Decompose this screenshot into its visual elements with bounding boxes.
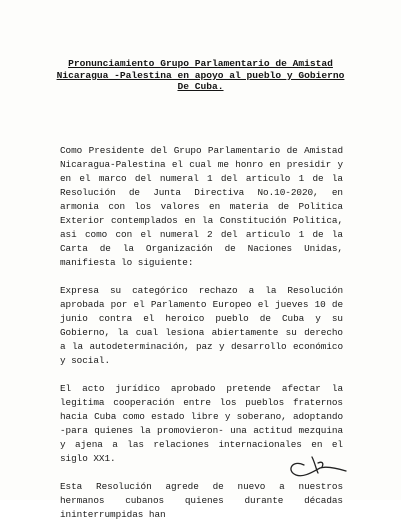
paragraph-intro: Como Presidente del Grupo Parlamentario de Amistad Nicaragua-Palestina el cual me honro en presidir y en el marco del numeral 1 del articulo 1 de la Resolución de Junta Directiva No.10-2020, en armonia con los valores en materia de Politica Exterior contemplados en la Constitución Politica, asi como con el numeral 2 del articulo 1 de la Carta de la Organización de Naciones Unidas, manifiesta lo siguiente: [60, 145, 343, 268]
signature-mark [282, 441, 352, 481]
document-title: Pronunciamiento Grupo Parlamentario de Amistad Nicaragua -Palestina en apoyo al pueblo y Gobierno De Cuba. [56, 58, 345, 92]
paragraph-agresion: Esta Resolución agrede de nuevo a nuestros hermanos cubanos quienes durante décadas ininterrumpidas han [60, 481, 343, 520]
paragraph-rechazo: Expresa su categórico rechazo a la Resolución aprobada por el Parlamento Europeo el jueves 10 de junio contra el heroico pueblo de Cuba y su Gobierno, la cual lesiona abiertamente su derecho a la autodeterminación, paz y desarrollo económico y social. [60, 285, 343, 366]
paragraph-acto-juridico: El acto jurídico aprobado pretende afectar la legitima cooperación entre los pueblos fraternos hacia Cuba como estado libre y soberano, adoptando -para quienes la promovieron- una actitud mezquina y ajena a las relaciones internacionales en el siglo XX1. [60, 383, 343, 464]
